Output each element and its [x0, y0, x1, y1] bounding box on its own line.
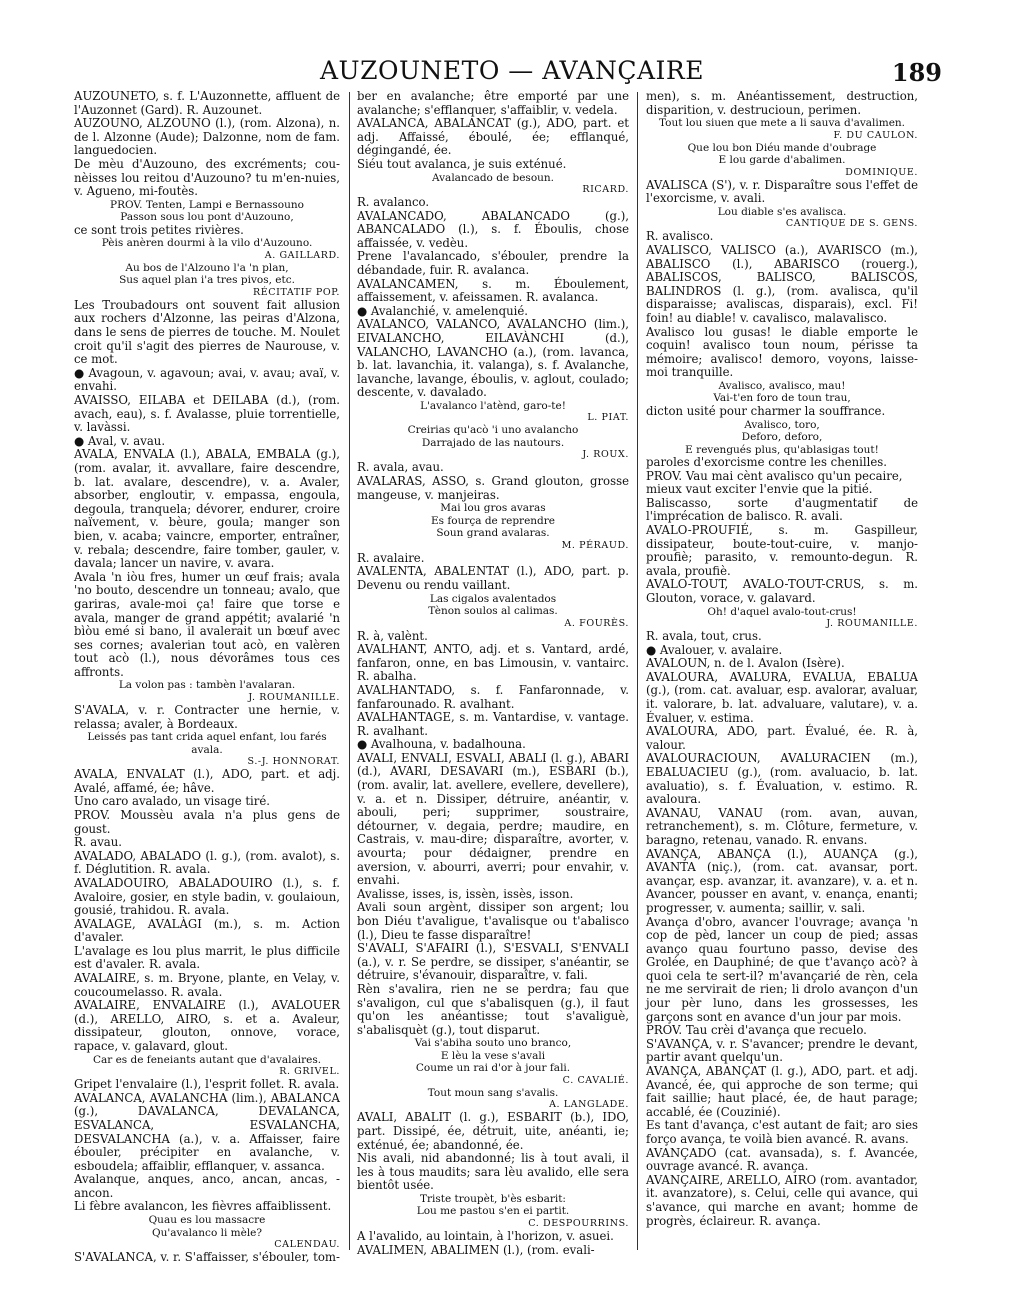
entry: ber en avalanche; être emporté par une avalanche; s'efflanquer, s'affaiblir, v. vedela. — [357, 89, 629, 117]
entry: AVALOURA, ADO, part. Évalué, ée. R. à, valour. — [646, 724, 918, 752]
entry: Gripet l'envalaire (l.), l'esprit follet. R. avala. — [74, 1077, 340, 1092]
entry: dicton usité pour charmer la souffrance. — [646, 403, 886, 418]
entry: AVALAIRE, s. m. Bryone, plante, en Velay, v. coucoumelasso. R. avala. — [74, 971, 340, 999]
entry: ● Avalhouna, v. badalhouna. — [357, 737, 526, 752]
entry: AVANÇADO (cat. avansada), s. f. Avancée, ouvrage avancé. R. avança. — [646, 1145, 918, 1174]
entry: Nis avali, nid abandonné; lis à tout avali, il les à tous maudits; sara lèu avalido, elle sera bientôt usée. — [357, 1151, 629, 1193]
citation: M. PÉRAUD. — [561, 539, 629, 551]
entry: Li fèbre avalancon, les fièvres affaiblissent. — [74, 1199, 332, 1214]
entry: AVALANCO, VALANCO, AVALANCHO (lim.), EIVALANCHO, EILAVÀNCHI (d.), VALANCHO, LAVANCHO (a.), (rom. lavanca, b. lat. lavanchia, it. valanga), s. f. Avalanche, lavanche, lavange, éboulis, v. aglout, coulado; descente, v. davalado. — [357, 317, 629, 400]
entry: AVALO-PROUFIÉ, s. m. Gaspilleur, dissipateur, boute-tout-cuire, v. manjo-proufiè; parasito, v. remounto-degun. R. avala, proufiè. — [646, 522, 918, 578]
quote-line: Passon sous lou pont d'Auzouno, — [120, 211, 294, 224]
entry: Es tant d'avança, c'est autant de fait; aro sies forço avança, te voilà bien avancé. R. avans. — [646, 1118, 918, 1146]
entry: AVALARAS, ASSO, s. Grand glouton, grosse mangeuse, v. manjeiras. — [357, 474, 629, 502]
quote-line: E revengués plus, qu'ablasigas tout! — [685, 443, 879, 456]
citation: CALENDAU. — [274, 1239, 340, 1251]
citation: L. PIAT. — [587, 412, 629, 424]
entry: paroles d'exorcisme contre les chenilles. — [646, 455, 888, 469]
citation: DOMINIQUE. — [845, 166, 918, 178]
entry: ce sont trois petites rivières. — [74, 222, 244, 237]
citation: C. CAVALIÉ. — [562, 1074, 629, 1086]
quote-line: Oh! d'aquel avalo-tout-crus! — [707, 605, 857, 618]
quote-line: Pèis anèren dourmi à la vilo d'Auzouno. — [101, 237, 313, 250]
citation: A. FOURÈS. — [564, 617, 629, 629]
column-rule — [349, 92, 350, 1250]
quote-line: Car es de feneiants autant que d'avalaires. — [92, 1053, 322, 1066]
entry: AUZOUNETO, s. f. L'Auzonnette, affluent de l'Auzonnet (Gard). R. Auzounet. — [74, 89, 340, 117]
column-right — [646, 90, 918, 1228]
quote-line: L'avalanco l'atènd, garo-te! — [420, 399, 566, 412]
quote-line: Mai lou gros avaras — [440, 502, 546, 515]
quote-line: Leissés pas tant crida aquel enfant, lou farés avala. — [87, 731, 327, 756]
entry: AVALANCA, AVALANCHA (lim.), ABALANCA (g.), DAVALANCA, DEVALANCA, ESVALANCA, ESVALANCHA, DESVALANCHA (a.), v. a. Affaisser, faire ébouler, précipiter en avalanche, v. esboudela; affaiblir, efflanquer, v. assanca. — [74, 1090, 340, 1173]
entry: L'avalage es lou plus marrit, le plus difficile est d'avaler. R. avala. — [74, 943, 340, 972]
entry: AVALHANTAGE, s. m. Vantardise, v. vantage. R. avalhant. — [357, 710, 629, 738]
quote-line: Qu'avalanco li mèle? — [151, 1226, 263, 1239]
citation: F. DU CAULON. — [833, 129, 918, 141]
entry: mieux vaut exciter l'envie que la pitié. — [646, 482, 873, 497]
citation: R. GRIVEL. — [279, 1066, 340, 1078]
entry: AVALA, ENVALAT (l.), ADO, part. et adj. Avalé, affamé, ée; hâve. — [74, 767, 340, 795]
citation: A. GAILLARD. — [264, 249, 340, 261]
entry: AVALIMEN, ABALIMEN (l.), (rom. evali- — [357, 1242, 595, 1257]
entry: Avalanque, anques, anco, ancan, ancas, -ancon. — [74, 1172, 340, 1200]
citation: S.-J. HONNORAT. — [247, 756, 340, 768]
entry: AUZOUNO, ALZOUNO (l.), (rom. Alzona), n. de l. Alzonne (Aude); Dalzonne, nom de fam. languedocien. — [74, 116, 340, 158]
entry: S'AVANÇA, v. r. S'avancer; prendre le devant, partir avant quelqu'un. — [646, 1036, 918, 1065]
entry: S'AVALI, S'AFAIRI (l.), S'ESVALI, S'ENVALI (a.), v. r. Se perdre, se dissiper, s'anéantir, se détruire, s'évanouir, disparaître, v. fali. — [357, 941, 629, 983]
entry: De mèu d'Auzouno, des excréments; cou-nèisses lou reitou d'Auzouno? tu m'en-nuies, v. Agueno, mi-foutès. — [74, 156, 340, 199]
entry: AVANAU, VANAU (rom. avan, auvan, retranchement), s. m. Clôture, fermeture, v. baragno, retenau, vanado. R. envans. — [646, 805, 918, 847]
entry: Avala 'n iòu fres, humer un œuf frais; avala 'no bouto, descendre un tonneau; avalo, que gariras, avale-moi ça! faire que torse e avala, manger de grand appétit; avalarié 'n bìòu emé si bano, il avalerait un bœuf avec ses cornes; avalerian tout acò, en valèren tout acò (l.), nous dévorâmes tous ces affronts. — [74, 569, 340, 679]
quote-line: Vai-t'en foro de toun trau, — [713, 392, 851, 405]
entry: R. avau. — [74, 835, 123, 850]
citation: C. DESPOURRINS. — [528, 1217, 629, 1229]
quote-line: Creirias qu'acò 'i uno avalancho — [407, 424, 579, 437]
entry: AVALO-TOUT, AVALO-TOUT-CRUS, s. m. Glouton, vorace, v. galavard. — [646, 577, 918, 605]
quote-line: Que lou bon Diéu mande d'oubrage — [687, 141, 877, 154]
citation: J. ROUX. — [582, 449, 629, 461]
entry: Les Troubadours ont souvent fait allusion aux rochers d'Alzonne, las peiras d'Alzona, dans le sens de pierres de touche. M. Noulet croit qu'il s'agit des pierres de Naurouse, v. ce mot. — [74, 297, 340, 367]
entry: AVALHANT, ANTO, adj. et s. Vantard, ardé, fanfaron, onne, en bas Limousin, v. vantairc. R. abalha. — [357, 642, 629, 684]
entry: AVAISSO, EILABA et DEILABA (d.), (rom. avach, eau), s. f. Avalasse, pluie torrentielle, v. lavàssi. — [74, 393, 340, 435]
entry: R. avalanco. — [357, 195, 430, 210]
page-number: 189 — [891, 58, 942, 87]
entry: ● Avalouer, v. avalaire. — [646, 642, 783, 657]
entry: Siéu tout avalanca, je suis exténué. — [357, 156, 567, 171]
entry: AVALOURACIOUN, AVALURACIEN (m.), EBALUACIEU (g.), (rom. avaluacio, b. lat. avaluatio), s. f. Évaluation, v. estimo. R. avaloura. — [646, 751, 918, 807]
quote-line: Sus aquel plan i'a tres pivos, etc. — [119, 274, 295, 287]
quote-line: Avalisco, avalisco, mau! — [718, 379, 846, 392]
entry: AVALISCA (S'), v. r. Disparaître sous l'effet de l'exorcisme, v. avali. — [646, 177, 918, 206]
entry: S'AVALA, v. r. Contracter une hernie, v. relassa; avaler, à Bordeaux. — [74, 702, 340, 731]
entry: Prene l'avalancado, s'ébouler, prendre la débandade, fuir. R. avalanca. — [357, 249, 629, 278]
quote-line: Coume un rai d'or à jour fali. — [415, 1062, 571, 1075]
quote-line: Au bos de l'Alzouno l'a 'n plan, — [125, 261, 289, 274]
entry: ● Avagoun, v. agavoun; avai, v. avau; avaï, v. envahi. — [74, 365, 340, 394]
entry: R. avalaire. — [357, 550, 425, 565]
entry: ● Aval, v. avau. — [74, 433, 166, 448]
entry: PROV. Moussèu avala n'a plus gens de goust. — [74, 807, 340, 836]
entry: Avali soun argènt, dissiper son argent; lou bon Diéu t'avaligue, t'avalisque ou t'abalisco (l.), Dieu te fasse disparaître! — [357, 900, 629, 942]
quote-line: Lou diable s'es avalisca. — [717, 205, 847, 218]
quote-line: Deforo, deforo, — [741, 431, 823, 443]
entry: AVALI, ABALIT (l. g.), ESBARIT (b.), IDO, part. Dissipé, ée, détruit, uite, anéanti, ie; exténué, ée; abandonné, ée. — [357, 1110, 629, 1152]
citation: RÉCITATIF POP. — [252, 286, 340, 298]
entry: AVALOURA, AVALURA, EVALUA, EBALUA (g.), (rom. cat. avaluar, esp. avalorar, avaluar, it. valorare, b. lat. advaluare, valutare), v. a. Évaluer, v. estima. — [646, 669, 918, 725]
entry: AVALA, ENVALA (l.), ABALA, EMBALA (g.), (rom. avalar, it. avvallare, faire descendre, b. lat. avalare, descendre), v. a. Avaler, absorber, engloutir, v. empassa, engoula, degoula, tranquela; dévorer, endurer, croire naïvement, v. bèure, goula; manger son bien, v. acaba; vaincre, emporter, entraîner, v. rebala; descendre, faire tomber, gauler, v. davala; lancer un navire, v. avara. — [74, 447, 340, 571]
quote-line: Tout moun sang s'avalis. — [427, 1086, 559, 1099]
running-title: AUZOUNETO — AVANÇAIRE — [320, 56, 704, 85]
entry: Rèn s'avalira, rien ne se perdra; fau que s'avaligon, cul que s'abalisquen (g.), il faut qu'on les anéantisse; tout s'avaliguè, s'abalisquèt (g.), tout disparut. — [357, 981, 629, 1037]
quote-line: Avalisco, toro, — [744, 418, 820, 431]
column-middle — [357, 90, 629, 1257]
quote-line: Vai s'abiha souto uno branco, — [414, 1037, 572, 1050]
quote-line: E lou garde d'abalimen. — [718, 154, 846, 167]
citation: CANTIQUE DE S. GENS. — [785, 218, 918, 230]
quote-line: PROV. Tenten, Lampi e Bernassouno — [110, 198, 304, 211]
quote-line: E lèu la vese s'avali — [440, 1049, 546, 1062]
entry: AVALOUN, n. de l. Avalon (Isère). — [646, 656, 845, 671]
entry: Avalisse, isses, is, issèn, issès, isson. — [357, 886, 574, 901]
entry: PROV. Tau crèi d'avança que recuelo. — [646, 1023, 867, 1038]
entry: AVANÇAIRE, ARELLO, AIRO (rom. avantador, it. avanzatore), s. Celui, celle qui avance, qui s'avance, qui marche en avant; homme de progrès, éclaireur. R. avança. — [646, 1172, 918, 1228]
entry: R. avala, tout, crus. — [646, 629, 762, 644]
entry: Avança d'obro, avancer l'ouvrage; avança 'n cop de pèd, lancer un coup de pied; assas avanço quau fourtuno passo, devise des Grolée, en Dauphiné; de que t'avanço acò? à quoi cela te sert-il? m'avançarié de rèn, cela ne me servirait de rien; li drolo avançon d'un jour pèr luno, dans les grossesses, les garçons sont en avance d'un jour par mois. — [646, 914, 918, 1024]
entry: AVALANCAMEN, s. m. Éboulement, affaissement, v. afeissamen. R. avalanca. — [357, 276, 629, 305]
quote-line: Lou me pastou s'en ei partit. — [416, 1205, 570, 1218]
entry: S'AVALANCA, v. r. S'affaisser, s'ébouler, tom- — [74, 1250, 340, 1265]
entry: AVALAIRE, ENVALAIRE (l.), AVALOUER (d.), ARELLO, AIRO, s. et a. Avaleur, dissipateur, glouton, onnove, vorace, rapace, v. galavard, glout. — [74, 998, 340, 1054]
citation: J. ROUMANILLE. — [248, 691, 340, 703]
entry: R. avala, avau. — [357, 460, 444, 475]
quote-line: Triste troupèt, b'ès esbarit: — [420, 1192, 566, 1205]
entry: Uno caro avalado, un visage tiré. — [74, 794, 271, 809]
entry: ● Avalanchié, v. amelenquié. — [357, 303, 529, 318]
entry: AVALADOUIRO, ABALADOUIRO (l.), s. f. Avaloire, gosier, en style badin, v. goulaioun, gousié, trahidou. R. avala. — [74, 875, 340, 918]
entry: R. à, valènt. — [357, 628, 428, 643]
entry: R. avalisco. — [646, 229, 714, 244]
column-left — [74, 90, 340, 1265]
quote-line: Tout lou siuen que mete a li sauva d'avalimen. — [658, 117, 906, 130]
citation: RICARD. — [582, 184, 629, 196]
entry: A l'avalido, au lointain, à l'horizon, v. asuei. — [357, 1228, 614, 1243]
entry: AVALHANTADO, s. f. Fanfaronnade, v. fanfarounado. R. avalhant. — [357, 682, 629, 711]
entry: AVALANCADO, ABALANCADO (g.), ABANCALADO (l.), s. f. Éboulis, chose affaissée, v. vedèu. — [357, 208, 629, 250]
entry: Baliscasso, sorte d'augmentatif de l'imprécation de balisco. R. avali. — [646, 495, 918, 524]
quote-line: Soun grand avalaras. — [436, 527, 550, 540]
column-rule — [637, 92, 638, 1250]
quote-line: Es fourça de reprendre — [430, 514, 556, 527]
entry: AVALAGE, AVALÀGI (m.), s. m. Action d'avaler. — [74, 916, 340, 945]
entry: AVALENTA, ABALENTAT (l.), ADO, part. p. Devenu ou rendu vaillant. — [357, 564, 629, 592]
quote-line: Avalancado de besoun. — [431, 171, 555, 184]
entry: AVALANCA, ABALANCAT (g.), ADO, part. et adj. Affaissé, éboulé, ée; efflanqué, dégingandé, ée. — [357, 116, 629, 158]
entry: men), s. m. Anéantissement, destruction, disparition, v. destrucioun, perimen. — [646, 89, 918, 117]
entry: AVALADO, ABALADO (l. g.), (rom. avalot), s. f. Déglutition. R. avala. — [74, 848, 340, 877]
page-header — [0, 50, 1024, 90]
citation: J. ROUMANILLE. — [826, 618, 918, 630]
entry: AVANÇA, ABANÇAT (l. g.), ADO, part. et adj. Avancé, ée, qui approche de son terme; qui fait saillie; haut placé, ée, de haut parage; accablé, ée (Couzinié). — [646, 1064, 918, 1119]
entry: AVALI, ENVALI, ESVALI, ABALI (l. g.), ABARI (d.), AVARI, DESAVARI (m.), ESBARI (b.), (rom. avalir, lat. avellere, evellere, devellere), v. a. et n. Dissiper, détruire, anéantir, v. abouli, peri; supprimer, soustraire, détourner, v. degaia, perdre; maudire, en Castrais, v. mau-dire; disparaître, avorter, v. avourta; pour dédaigner, prendre en aversion, v. abourri, averri; pour envahir, v. envahi. — [357, 750, 629, 888]
quote-line: Las cigalos avalentados — [429, 592, 557, 605]
citation: A. LANGLADE. — [549, 1099, 629, 1111]
quote-line: La volon pas : tambèn l'avalaran. — [118, 679, 296, 692]
quote-line: Quau es lou massacre — [148, 1214, 266, 1227]
entry: AVALISCO, VALISCO (a.), AVARISCO (m.), ABALISCO (l.), ABARISCO (rouerg.), ABALISCOS, BALISCO, BALISCOS, BALINDROS (l. g.), (rom. avalisca, qu'il disparaisse; avaliscas, disparais), excl. Fi! foin! au diable! v. cavalisco, malavalisco. — [646, 242, 918, 325]
entry: Avalisco lou gusas! le diable emporte le coquin! avalisco toun noum, périsse ta mémoire; avalisco! demoro, voyons, laisse-moi tranquille. — [646, 324, 918, 380]
entry: AVANÇA, ABANÇA (l.), AUANÇA (g.), AVANTA (niç.), (rom. cat. avansar, port. avançar, esp. avanzar, it. avanzare), v. a. et n. Avancer, pousser en avant, v. enança, enanti; progresser, v. aumenta; saillir, v. sali. — [646, 846, 918, 915]
quote-line: Darrajado de las nautours. — [421, 436, 565, 449]
quote-line: Tènon soulos al calimas. — [428, 605, 558, 618]
entry: PROV. Vau mai cènt avalisco qu'un pecaire, — [646, 468, 903, 483]
